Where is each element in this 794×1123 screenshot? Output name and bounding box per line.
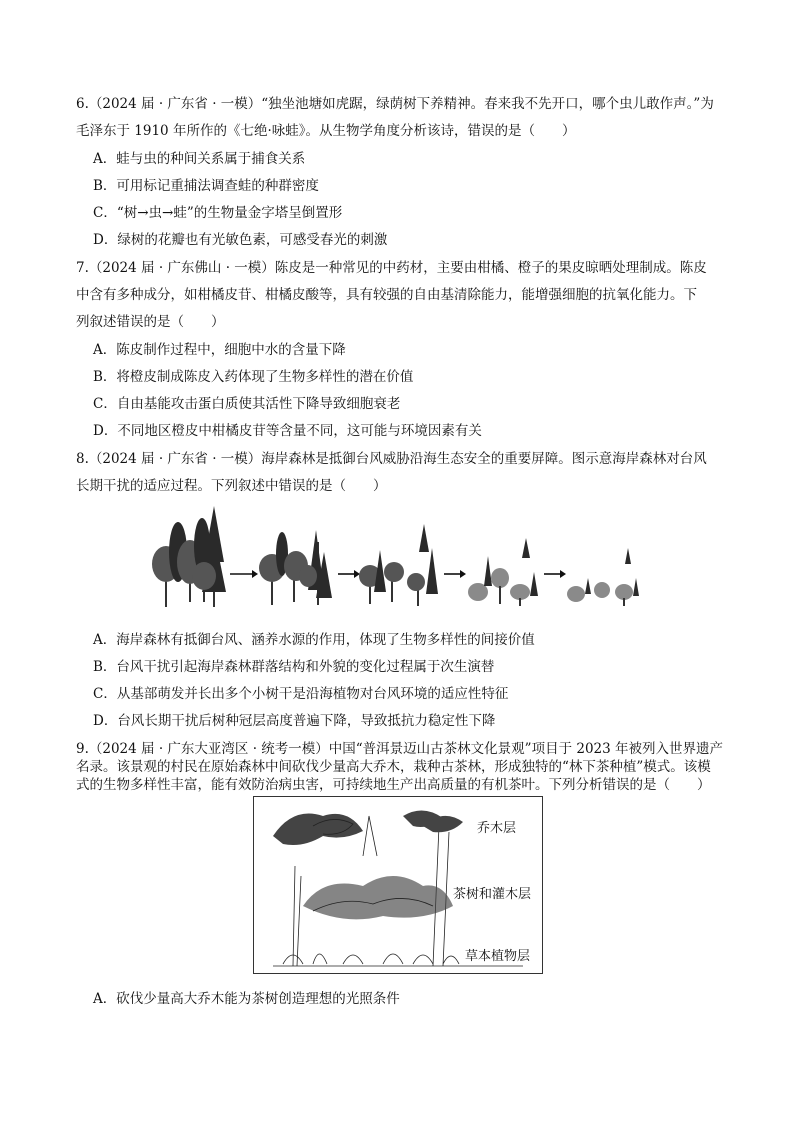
label-herb-layer: 草本植物层 [465,949,531,964]
q6-stem-line-2: 毛泽东于 1910 年所作的《七绝·咏蛙》。从生物学角度分析该诗，错误的是（ ） [76,123,576,139]
forest-stage-4 [468,538,538,606]
q6-option-d: D．绿树的花瓣也有光敏色素，可感受春光的刺激 [93,232,388,248]
q7-stem-line-1: 7.（2024 届 · 广东佛山 · 一模）陈皮是一种常见的中药材，主要由柑橘、橙子的果皮晾晒处理制成。陈皮 [76,260,707,276]
q9-stem-line-3: 式的生物多样性丰富，能有效防治病虫害，可持续地生产出高质量的有机茶叶。下列分析错误的是（ ） [76,777,711,793]
q7-option-d: D．不同地区橙皮中柑橘皮苷等含量不同，这可能与环境因素有关 [93,423,482,439]
q8-option-a: A．海岸森林有抵御台风、涵养水源的作用，体现了生物多样性的间接价值 [93,632,535,648]
forest-stage-2 [259,530,332,605]
q6-option-c: C．“树→虫→蛙”的生物量金字塔呈倒置形 [93,205,343,221]
q7-option-b: B．将橙皮制成陈皮入药体现了生物多样性的潜在价值 [93,369,414,385]
q9-option-a: A．砍伐少量高大乔木能为茶树创造理想的光照条件 [93,991,400,1007]
q8-stem-line-1: 8.（2024 届 · 广东省 · 一模）海岸森林是抵御台风威胁沿海生态安全的重要屏障。图示意海岸森林对台风 [76,451,707,467]
q8-option-b: B．台风干扰引起海岸森林群落结构和外貌的变化过程属于次生演替 [93,659,495,675]
forest-stage-1 [152,506,226,607]
q8-stem-line-2: 长期干扰的适应过程。下列叙述中错误的是（ ） [76,478,387,494]
forest-stage-3 [359,524,438,606]
q7-option-a: A．陈皮制作过程中，细胞中水的含量下降 [93,342,346,358]
q7-stem-line-3: 列叙述错误的是（ ） [76,314,225,330]
q6-option-b: B．可用标记重捕法调查蛙的种群密度 [93,178,319,194]
q6-option-a: A．蛙与虫的种间关系属于捕食关系 [93,151,306,167]
coastal-forest-adaptation-figure [148,502,644,612]
q9-stem-line-2: 名录。该景观的村民在原始森林中间砍伐少量高大乔木，栽种古茶林，形成独特的“林下茶种植”模式。该模 [76,759,711,775]
q7-stem-line-2: 中含有多种成分，如柑橘皮苷、柑橘皮酸等，具有较强的自由基清除能力，能增强细胞的抗氧化能力。下 [76,287,697,303]
q8-option-c: C．从基部萌发并长出多个小树干是沿海植物对台风环境的适应性特征 [93,686,509,702]
q9-stem-line-1: 9.（2024 届 · 广东大亚湾区 · 统考一模）中国“普洱景迈山古茶林文化景观”项目于 2023 年被列入世界遗产 [76,741,724,757]
tea-forest-layers-figure [253,796,543,974]
q6-stem-line-1: 6.（2024 届 · 广东省 · 一模）“独坐池塘如虎踞，绿荫树下养精神。春来我不先开口，哪个虫儿敢作声。”为 [76,96,714,112]
forest-stage-5 [567,548,639,606]
q7-option-c: C．自由基能攻击蛋白质使其活性下降导致细胞衰老 [93,396,401,412]
label-tree-layer: 乔木层 [477,821,517,836]
label-tea-shrub-layer: 茶树和灌木层 [453,887,532,902]
q8-option-d: D．台风长期干扰后树种冠层高度普遍下降，导致抵抗力稳定性下降 [93,713,496,729]
